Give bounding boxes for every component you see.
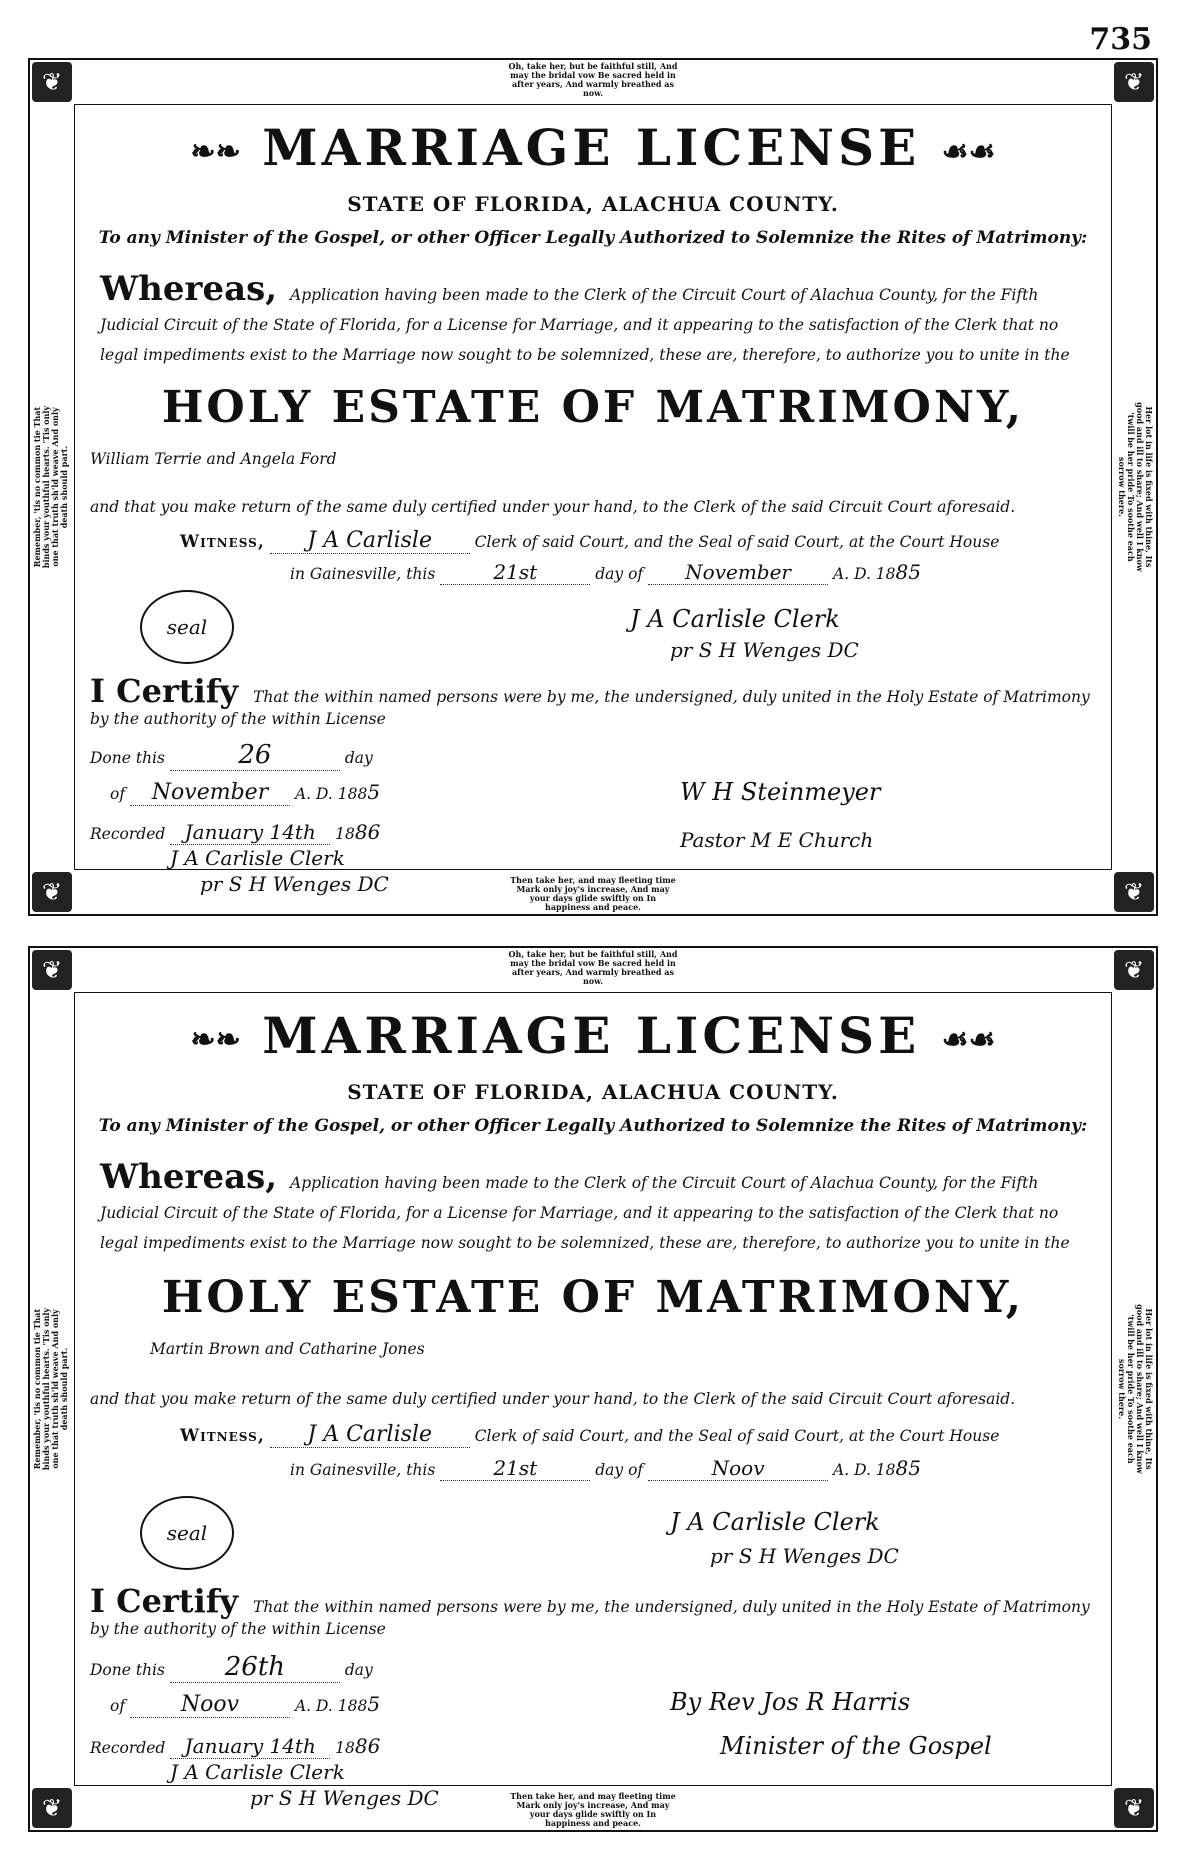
done-this-label: Done this (90, 1661, 165, 1679)
recorded-line (90, 820, 380, 845)
whereas-text: Application having been made to the Clerk of the Circuit Court of Alachua County, for the Fifth Judicial Circuit of the State of Florida, for a License for Marriage, and it appearing to the satisfaction of the Clerk that no legal impediments exist to the Marriage now sought to be solemnized, these are, therefore, to authorize you to unite in the (100, 1174, 1070, 1252)
certify-paragraph (90, 1582, 1096, 1638)
whereas-paragraph (100, 269, 1086, 370)
whereas-paragraph (100, 1157, 1086, 1258)
ornament-corner-icon: ❦ (32, 1788, 72, 1828)
done-month-line (110, 780, 380, 806)
holy-estate-heading: HOLY ESTATE OF MATRIMONY, (161, 382, 1025, 433)
verse-right: Her lot in life is fixed with thine, Its good and ill to share; And well I know 'twill be her pride To soothe each sorrow there. (1117, 1304, 1154, 1474)
day-of-label: day of (595, 565, 644, 583)
seal-stamp: seal (140, 590, 234, 664)
flourish-icon: ☙☙ (941, 1022, 996, 1058)
flourish-icon: ☙☙ (941, 134, 996, 170)
clerk-text: Clerk of said Court, and the Seal of said Court, at the Court House (474, 533, 1000, 551)
verse-right: Her lot in life is fixed with thine, Its good and ill to share; And well I know 'twill be her pride To soothe each sorrow there. (1117, 402, 1154, 572)
address-line: To any Minister of the Gospel, or other Officer Legally Authorized to Solemnize the Rites of Matrimony: (98, 228, 1088, 248)
recorded-date: January 14th (170, 820, 330, 845)
witness-name: J A Carlisle (270, 1422, 470, 1448)
recorded-date: January 14th (170, 1734, 330, 1759)
recorded-line (90, 1734, 380, 1759)
couple-names: Martin Brown and Catharine Jones (150, 1340, 425, 1358)
done-this-line (90, 740, 373, 771)
license-title: ❧❧ MARRIAGE LICENSE ☙☙ (190, 118, 996, 177)
recorded-deputy-signature: pr S H Wenges DC (200, 872, 389, 896)
recorded-deputy-signature: pr S H Wenges DC (250, 1786, 439, 1810)
officiant-title: Minister of the Gospel (720, 1732, 992, 1760)
issue-date-line (290, 1456, 921, 1481)
in-gainesville-label: in Gainesville, this (290, 1461, 436, 1479)
issue-date-line (290, 560, 921, 585)
ad-label: A. D. 18 (833, 565, 896, 583)
done-day: 26th (170, 1652, 340, 1683)
issue-month: November (648, 560, 828, 585)
issue-year: 85 (895, 560, 921, 584)
whereas-word: Whereas, (100, 1157, 278, 1197)
done-day: 26 (170, 740, 340, 771)
license-title: ❧❧ MARRIAGE LICENSE ☙☙ (190, 1006, 996, 1065)
flourish-icon: ❧❧ (190, 1022, 241, 1058)
state-heading: STATE OF FLORIDA, ALACHUA COUNTY. (347, 1080, 839, 1104)
officiant-title: Pastor M E Church (680, 828, 874, 852)
deputy-clerk-signature: pr S H Wenges DC (710, 1544, 899, 1568)
deputy-clerk-signature: pr S H Wenges DC (670, 638, 859, 662)
officiant-signature: W H Steinmeyer (680, 778, 881, 806)
verse-bottom: Then take her, and may fleeting time Mark only joy's increase, And may your days glide swiftly on In happiness and peace. (510, 875, 676, 912)
certify-word: I Certify (90, 672, 239, 710)
issue-year: 85 (895, 1456, 921, 1480)
clerk-text: Clerk of said Court, and the Seal of said Court, at the Court House (474, 1427, 1000, 1445)
whereas-word: Whereas, (100, 269, 278, 309)
recorded-year-prefix: 18 (335, 1739, 355, 1757)
recorded-label: Recorded (90, 1739, 166, 1757)
done-month-line (110, 1692, 380, 1718)
verse-bottom: Then take her, and may fleeting time Mark only joy's increase, And may your days glide swiftly on In happiness and peace. (510, 1791, 676, 1828)
certify-paragraph (90, 672, 1096, 728)
day-of-label: day of (595, 1461, 644, 1479)
done-this-line (90, 1652, 373, 1683)
done-month: November (130, 780, 290, 806)
day-label: day (344, 749, 373, 767)
recorded-year-prefix: 18 (335, 825, 355, 843)
done-this-label: Done this (90, 749, 165, 767)
of-label: of (110, 785, 126, 803)
witness-line (180, 1422, 999, 1448)
verse-left: Remember, 'tis no common tie That binds your youthful hearts. 'Tis only one that truth sh'ld weave And only death should part. (32, 1307, 69, 1471)
page-number: 735 (1089, 22, 1152, 57)
witness-line (180, 528, 999, 554)
certify-text: That the within named persons were by me, the undersigned, duly united in the Holy Estate of Matrimony by the authority of the within License (90, 688, 1090, 728)
ornament-corner-icon: ❦ (32, 872, 72, 912)
recorded-label: Recorded (90, 825, 166, 843)
ad-label: A. D. 18 (833, 1461, 896, 1479)
recorded-year: 86 (354, 820, 381, 844)
done-ad-label: A. D. 188 (294, 1697, 368, 1715)
clerk-signature: J A Carlisle Clerk (670, 1508, 880, 1536)
verse-top: Oh, take her, but be faithful still, And may the bridal vow Be sacred held in after years, And warmly breathed as now. (508, 61, 678, 98)
witness-label: Witness, (180, 1426, 265, 1446)
in-gainesville-label: in Gainesville, this (290, 565, 436, 583)
witness-label: Witness, (180, 532, 265, 552)
return-text: and that you make return of the same duly certified under your hand, to the Clerk of the said Circuit Court aforesaid. (90, 1390, 1016, 1408)
couple-names: William Terrie and Angela Ford (90, 450, 337, 468)
marriage-license-1 (28, 58, 1158, 916)
address-line: To any Minister of the Gospel, or other Officer Legally Authorized to Solemnize the Rites of Matrimony: (98, 1116, 1088, 1136)
ornament-corner-icon: ❦ (1114, 872, 1154, 912)
issue-day: 21st (440, 560, 590, 585)
done-ad-label: A. D. 188 (294, 785, 368, 803)
of-label: of (110, 1697, 126, 1715)
witness-name: J A Carlisle (270, 528, 470, 554)
done-month: Noov (130, 1692, 290, 1718)
recorded-year: 86 (354, 1734, 381, 1758)
certify-word: I Certify (90, 1582, 239, 1620)
recorded-clerk-signature: J A Carlisle Clerk (170, 1760, 345, 1784)
verse-left: Remember, 'tis no common tie That binds your youthful hearts. 'Tis only one that truth sh'ld weave And only death should part. (32, 405, 69, 569)
issue-month: Noov (648, 1456, 828, 1481)
whereas-text: Application having been made to the Clerk of the Circuit Court of Alachua County, for the Fifth Judicial Circuit of the State of Florida, for a License for Marriage, and it appearing to the satisfaction of the Clerk that no legal impediments exist to the Marriage now sought to be solemnized, these are, therefore, to authorize you to unite in the (100, 286, 1070, 364)
ornament-corner-icon: ❦ (32, 62, 72, 102)
recorded-clerk-signature: J A Carlisle Clerk (170, 846, 345, 870)
state-heading: STATE OF FLORIDA, ALACHUA COUNTY. (347, 192, 839, 216)
ornament-corner-icon: ❦ (1114, 950, 1154, 990)
issue-day: 21st (440, 1456, 590, 1481)
ornament-corner-icon: ❦ (1114, 62, 1154, 102)
holy-estate-heading: HOLY ESTATE OF MATRIMONY, (161, 1272, 1025, 1323)
verse-top: Oh, take her, but be faithful still, And may the bridal vow Be sacred held in after years, And warmly breathed as now. (508, 949, 678, 986)
flourish-icon: ❧❧ (190, 134, 241, 170)
seal-stamp: seal (140, 1496, 234, 1570)
clerk-signature: J A Carlisle Clerk (630, 605, 840, 633)
ornament-corner-icon: ❦ (1114, 1788, 1154, 1828)
ornament-corner-icon: ❦ (32, 950, 72, 990)
certify-text: That the within named persons were by me, the undersigned, duly united in the Holy Estate of Matrimony by the authority of the within License (90, 1598, 1090, 1638)
day-label: day (344, 1661, 373, 1679)
done-year: 5 (367, 1692, 381, 1716)
marriage-license-2 (28, 946, 1158, 1832)
officiant-signature: By Rev Jos R Harris (670, 1688, 911, 1716)
return-text: and that you make return of the same duly certified under your hand, to the Clerk of the said Circuit Court aforesaid. (90, 498, 1016, 516)
done-year: 5 (367, 780, 381, 804)
